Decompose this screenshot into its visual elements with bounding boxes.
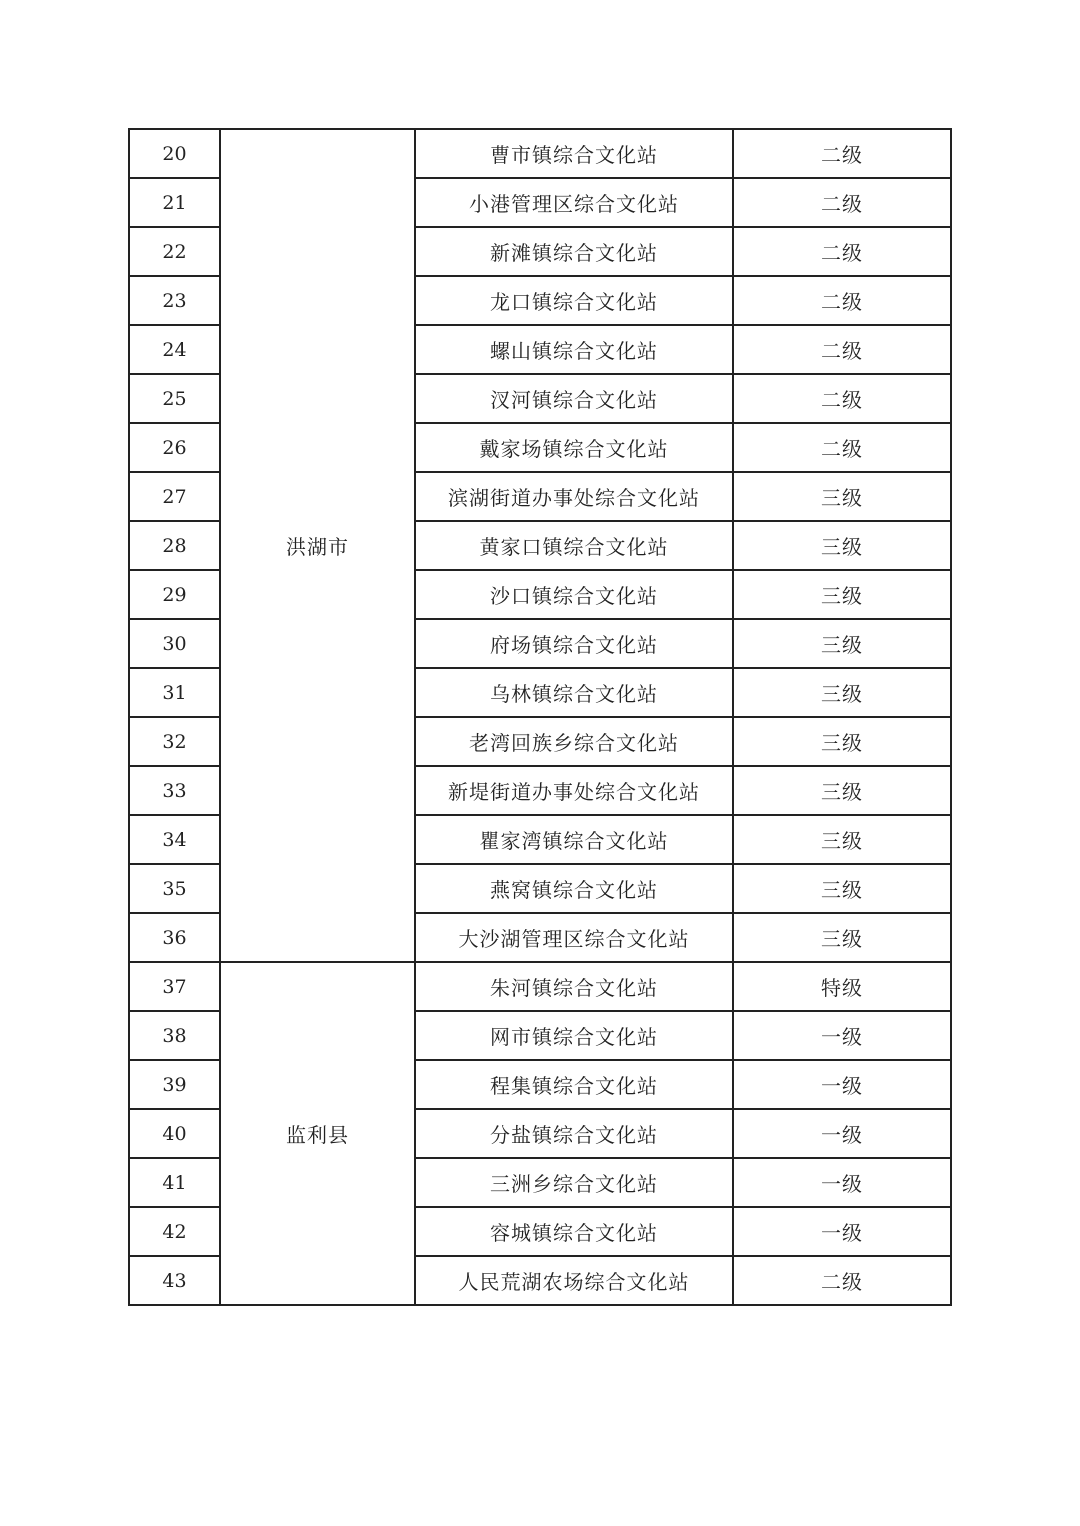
row-number-cell: 36: [129, 913, 220, 962]
row-number-cell: 41: [129, 1158, 220, 1207]
row-number-cell: 27: [129, 472, 220, 521]
row-number-cell: 42: [129, 1207, 220, 1256]
row-number-cell: 33: [129, 766, 220, 815]
culture-station-table: [128, 128, 952, 1306]
row-number-cell: 29: [129, 570, 220, 619]
row-number-cell: 24: [129, 325, 220, 374]
station-name-cell: 黄家口镇综合文化站: [415, 521, 733, 570]
station-name-cell: 乌林镇综合文化站: [415, 668, 733, 717]
row-number-cell: 21: [129, 178, 220, 227]
grade-cell: 三级: [733, 913, 951, 962]
row-number-cell: 32: [129, 717, 220, 766]
station-name-cell: 瞿家湾镇综合文化站: [415, 815, 733, 864]
grade-cell: 三级: [733, 521, 951, 570]
grade-cell: 一级: [733, 1109, 951, 1158]
station-name-cell: 龙口镇综合文化站: [415, 276, 733, 325]
region-cell: 洪湖市: [220, 129, 415, 962]
station-name-cell: 滨湖街道办事处综合文化站: [415, 472, 733, 521]
grade-cell: 二级: [733, 423, 951, 472]
station-name-cell: 燕窝镇综合文化站: [415, 864, 733, 913]
station-name-cell: 程集镇综合文化站: [415, 1060, 733, 1109]
row-number-cell: 31: [129, 668, 220, 717]
station-name-cell: 容城镇综合文化站: [415, 1207, 733, 1256]
row-number-cell: 39: [129, 1060, 220, 1109]
region-cell: 监利县: [220, 962, 415, 1305]
row-number-cell: 37: [129, 962, 220, 1011]
grade-cell: 三级: [733, 766, 951, 815]
row-number-cell: 35: [129, 864, 220, 913]
row-number-cell: 23: [129, 276, 220, 325]
station-name-cell: 螺山镇综合文化站: [415, 325, 733, 374]
grade-cell: 三级: [733, 864, 951, 913]
station-name-cell: 府场镇综合文化站: [415, 619, 733, 668]
grade-cell: 三级: [733, 815, 951, 864]
grade-cell: 三级: [733, 570, 951, 619]
grade-cell: 二级: [733, 178, 951, 227]
station-name-cell: 人民荒湖农场综合文化站: [415, 1256, 733, 1305]
station-name-cell: 新滩镇综合文化站: [415, 227, 733, 276]
station-name-cell: 网市镇综合文化站: [415, 1011, 733, 1060]
grade-cell: 二级: [733, 129, 951, 178]
station-name-cell: 朱河镇综合文化站: [415, 962, 733, 1011]
station-name-cell: 汊河镇综合文化站: [415, 374, 733, 423]
station-name-cell: 大沙湖管理区综合文化站: [415, 913, 733, 962]
row-number-cell: 20: [129, 129, 220, 178]
row-number-cell: 28: [129, 521, 220, 570]
row-number-cell: 25: [129, 374, 220, 423]
grade-cell: 三级: [733, 472, 951, 521]
row-number-cell: 30: [129, 619, 220, 668]
station-name-cell: 分盐镇综合文化站: [415, 1109, 733, 1158]
grade-cell: 三级: [733, 619, 951, 668]
grade-cell: 一级: [733, 1158, 951, 1207]
grade-cell: 三级: [733, 668, 951, 717]
station-name-cell: 三洲乡综合文化站: [415, 1158, 733, 1207]
grade-cell: 三级: [733, 717, 951, 766]
grade-cell: 一级: [733, 1207, 951, 1256]
table-row: [129, 962, 951, 1011]
station-name-cell: 老湾回族乡综合文化站: [415, 717, 733, 766]
station-name-cell: 戴家场镇综合文化站: [415, 423, 733, 472]
station-name-cell: 新堤街道办事处综合文化站: [415, 766, 733, 815]
station-name-cell: 曹市镇综合文化站: [415, 129, 733, 178]
grade-cell: 二级: [733, 1256, 951, 1305]
grade-cell: 特级: [733, 962, 951, 1011]
grade-cell: 二级: [733, 374, 951, 423]
row-number-cell: 40: [129, 1109, 220, 1158]
row-number-cell: 38: [129, 1011, 220, 1060]
row-number-cell: 34: [129, 815, 220, 864]
grade-cell: 二级: [733, 325, 951, 374]
table-body: [129, 129, 951, 1305]
table-row: [129, 129, 951, 178]
grade-cell: 一级: [733, 1011, 951, 1060]
row-number-cell: 22: [129, 227, 220, 276]
station-name-cell: 小港管理区综合文化站: [415, 178, 733, 227]
grade-cell: 二级: [733, 227, 951, 276]
grade-cell: 一级: [733, 1060, 951, 1109]
station-name-cell: 沙口镇综合文化站: [415, 570, 733, 619]
row-number-cell: 43: [129, 1256, 220, 1305]
row-number-cell: 26: [129, 423, 220, 472]
grade-cell: 二级: [733, 276, 951, 325]
